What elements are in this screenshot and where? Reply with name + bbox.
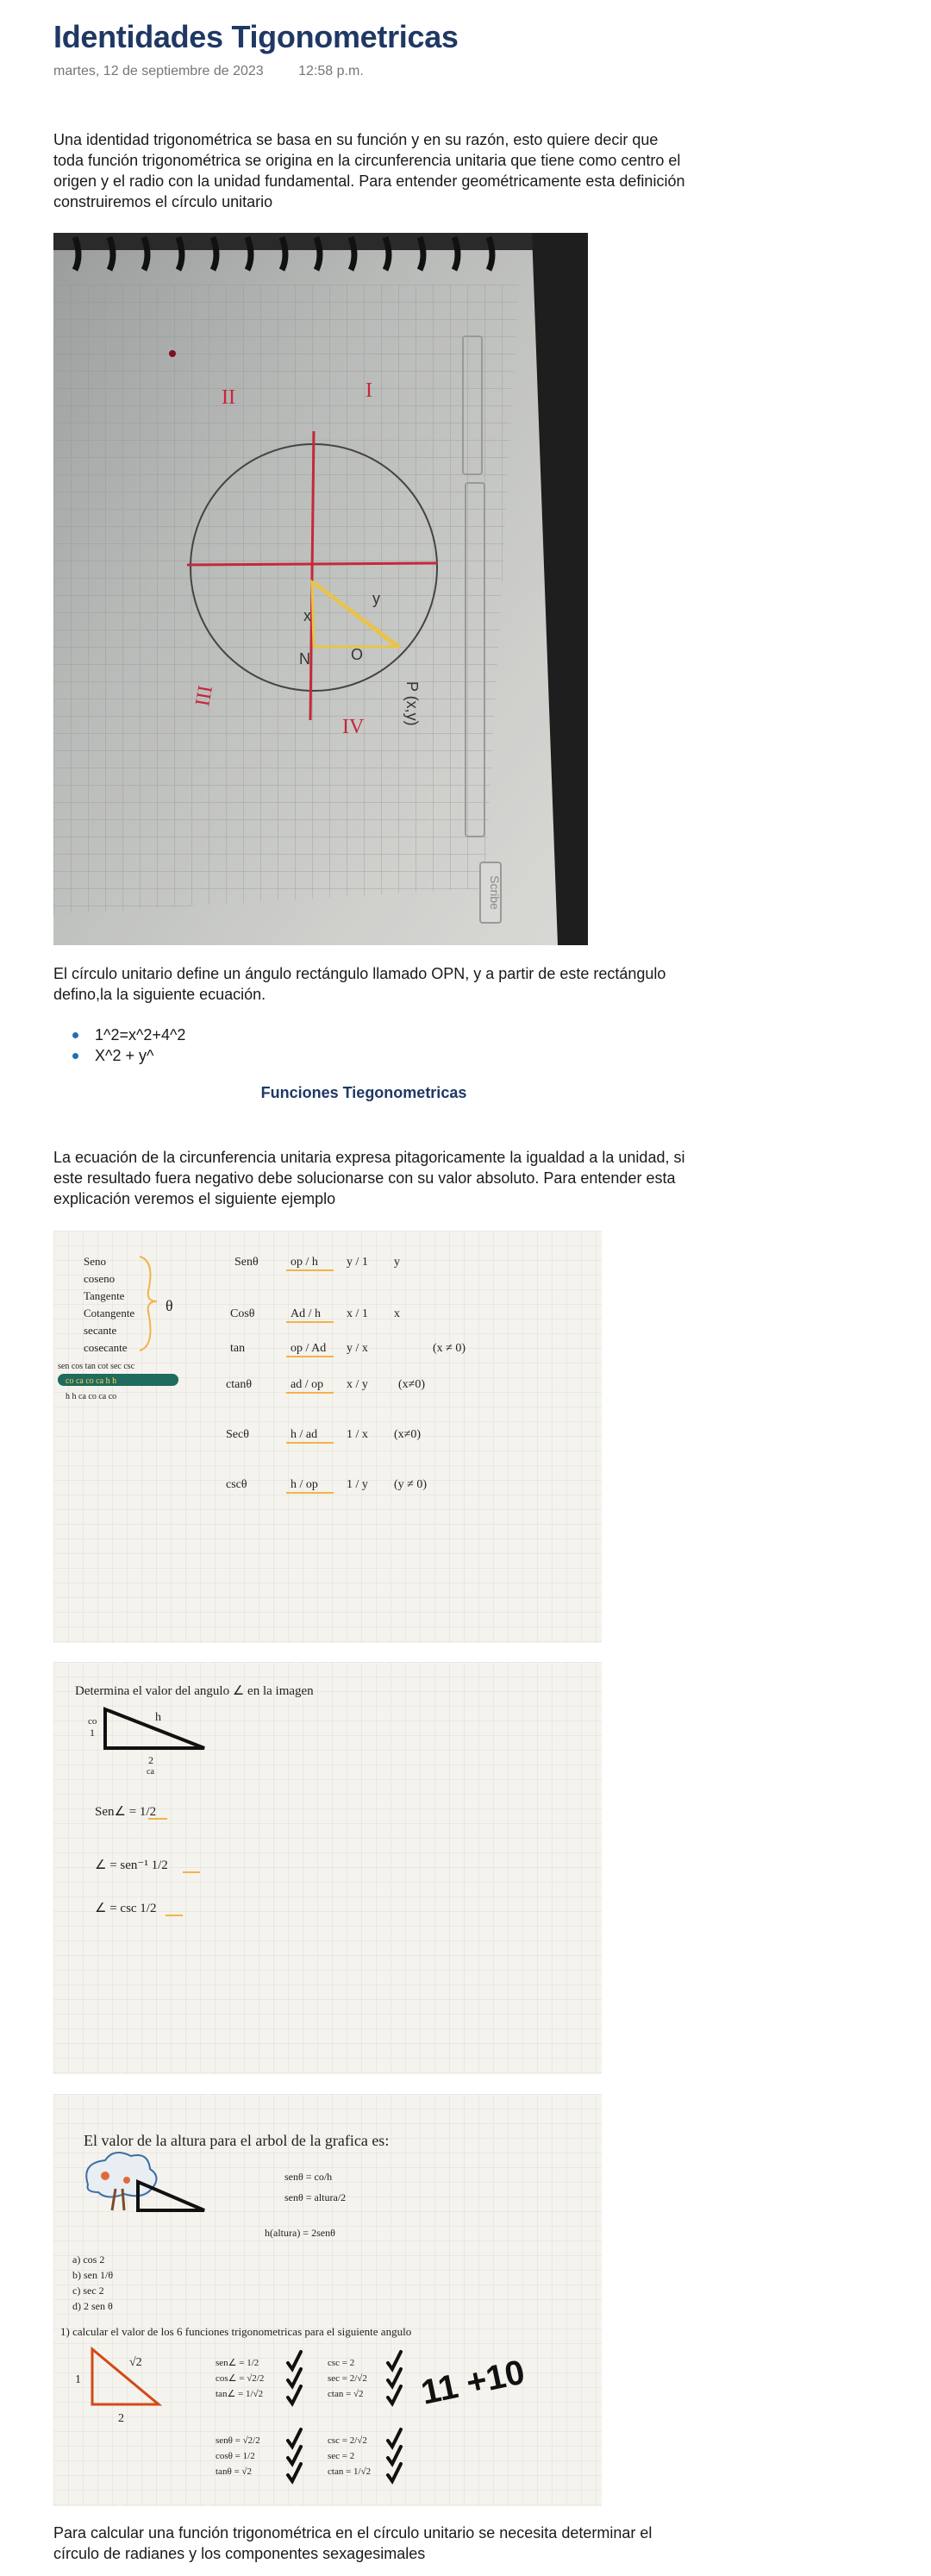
fn-row-name: cscθ: [226, 1478, 247, 1491]
answer-right-2: sec = 2: [328, 2451, 355, 2461]
fn-name: Seno: [84, 1255, 106, 1268]
answer-right: sec = 2/√2: [328, 2373, 367, 2384]
fn-row-cond: (x ≠ 0): [433, 1342, 466, 1355]
fn-row-unit: y / 1: [347, 1256, 368, 1269]
fn-row-unit: 1 / x: [347, 1428, 368, 1441]
unit-circle-photo-drawing: [53, 233, 588, 945]
example-line: ∠ = sen⁻¹ 1/2: [95, 1858, 168, 1872]
tree-option: b) sen 1/θ: [72, 2269, 114, 2281]
tree-option: d) 2 sen θ: [72, 2300, 113, 2312]
fn-row-unit: x / y: [347, 1378, 368, 1391]
answer-right: ctan = √2: [328, 2389, 364, 2399]
tree-option: c) sec 2: [72, 2285, 104, 2297]
label-y: y: [372, 590, 380, 607]
page-date: martes, 12 de septiembre de 2023: [53, 64, 264, 78]
fn-ratios-bottom: h h ca co ca co: [66, 1392, 117, 1401]
answer-left: sen∠ = 1/2: [216, 2358, 259, 2368]
label-n: N: [299, 650, 310, 668]
intro-paragraph[interactable]: Una identidad trigonométrica se basa en su función y en su razón, esto quiere decir que toda función trigonométrica se origina en la circunferencia unitaria que tiene como centro el origen y el radio con la unidad fundamental. Para entender geométricamente esta definición construiremos el círculo unitario: [53, 131, 685, 210]
answer-left-2: senθ = √2/2: [216, 2435, 260, 2446]
fn-row-name: Secθ: [226, 1428, 249, 1441]
answer-right: csc = 2: [328, 2358, 355, 2368]
closing-paragraph[interactable]: Para calcular una función trigonométrica en el círculo unitario se necesita determinar el círculo de radianes y los componentes sexagesimales: [53, 2524, 653, 2562]
fn-row-ratio: op / Ad: [291, 1342, 327, 1355]
fn-row-cond: (y ≠ 0): [394, 1478, 428, 1491]
brand-label: Scribe: [488, 875, 502, 910]
fn-row-result: y: [394, 1256, 400, 1269]
quadrant-iv-label: IV: [342, 716, 365, 738]
functions-notes-drawing: [53, 1231, 602, 1643]
triangle-ca: ca: [147, 1767, 154, 1777]
fn-name: secante: [84, 1324, 117, 1337]
fn-row-unit: y / x: [347, 1342, 368, 1355]
example-line: Sen∠ = 1/2: [95, 1805, 157, 1819]
equation-item[interactable]: X^2 + y^: [53, 1045, 657, 1066]
fn-name: Tangente: [84, 1289, 125, 1302]
theta-symbol: θ: [166, 1297, 173, 1314]
label-o: O: [351, 646, 364, 663]
triangle-sqrt-two: √2: [129, 2356, 142, 2369]
fn-abbreviations: sen cos tan cot sec csc: [58, 1362, 135, 1371]
example-prompt: Determina el valor del angulo ∠ en la imagen: [75, 1684, 314, 1698]
grade-scribble: 11 +10: [417, 2353, 528, 2412]
fn-row-unit: x / 1: [347, 1307, 368, 1320]
answer-left-2: cosθ = 1/2: [216, 2451, 255, 2461]
fn-row-name: ctanθ: [226, 1378, 253, 1391]
answer-left: tan∠ = 1/√2: [216, 2389, 264, 2399]
equation-item[interactable]: 1^2=x^2+4^2: [53, 1025, 657, 1045]
triangle-co: co: [88, 1716, 97, 1727]
quadrant-ii-label: II: [222, 386, 235, 409]
fn-name: Cotangente: [84, 1307, 135, 1319]
answer-right-2: csc = 2/√2: [328, 2435, 367, 2446]
label-point-p: P (x,y): [403, 681, 421, 726]
fn-row-ratio: op / h: [291, 1256, 318, 1269]
fn-row-name: Senθ: [234, 1256, 259, 1269]
page-time: 12:58 p.m.: [298, 64, 364, 78]
tree-exercise-drawing: [53, 2094, 602, 2506]
answer-left-2: tanθ = √2: [216, 2466, 252, 2477]
unit-circle-photo[interactable]: [53, 233, 588, 945]
answer-right-2: ctan = 1/√2: [328, 2466, 372, 2477]
fn-row-ratio: Ad / h: [291, 1307, 321, 1320]
angle-example-drawing: [53, 1662, 602, 2074]
tree-eq: senθ = altura/2: [284, 2191, 347, 2203]
equation-list: [53, 1025, 657, 1066]
tree-exercise-image[interactable]: [53, 2094, 602, 2506]
quadrant-iii-label: III: [191, 683, 218, 709]
fn-row-name: tan: [230, 1342, 246, 1355]
fn-row-ratio: ad / op: [291, 1378, 324, 1391]
triangle-two: 2: [148, 1754, 153, 1766]
fn-row-ratio: h / ad: [291, 1428, 318, 1441]
tree-option: a) cos 2: [72, 2253, 105, 2266]
fn-row-cond: (x≠0): [398, 1378, 426, 1391]
fn-row-ratio: h / op: [291, 1478, 318, 1491]
tree-eq: senθ = co/h: [284, 2171, 333, 2183]
page-title: Identidades Tigonometricas: [53, 19, 459, 54]
tree-prompt: El valor de la altura para el arbol de la grafica es:: [84, 2132, 390, 2149]
page-meta: [53, 64, 364, 79]
triangle-h: h: [155, 1711, 161, 1724]
pythagoras-paragraph[interactable]: La ecuación de la circunferencia unitaria expresa pitagoricamente la igualdad a la unidad, si este resultado fuera negativo debe solucionarse con su valor absoluto. Para entender esta explicación veremos el siguiente ejemplo: [53, 1149, 685, 1207]
section-heading[interactable]: Funciones Tiegonometricas: [260, 1084, 467, 1101]
tree-eq: h(altura) = 2senθ: [265, 2227, 335, 2239]
quadrant-i-label: I: [366, 379, 372, 402]
label-x: x: [303, 607, 311, 624]
fn-name: cosecante: [84, 1341, 128, 1354]
example-line: ∠ = csc 1/2: [95, 1902, 157, 1915]
fn-name: coseno: [84, 1272, 116, 1285]
triangle-two-b: 2: [118, 2412, 124, 2425]
fn-row-unit: 1 / y: [347, 1478, 368, 1491]
functions-notes-image[interactable]: [53, 1231, 602, 1643]
fn-row-cond: (x≠0): [394, 1428, 422, 1441]
answer-left: cos∠ = √2/2: [216, 2373, 265, 2384]
angle-example-image[interactable]: [53, 1662, 602, 2074]
fn-ratios-top: co ca co ca h h: [66, 1376, 117, 1386]
circle-paragraph[interactable]: El círculo unitario define un ángulo rectángulo llamado OPN, y a partir de este rectángulo defino,la la siguiente ecuación.: [53, 965, 666, 1003]
triangle-one-b: 1: [75, 2373, 81, 2386]
tree-task: 1) calcular el valor de los 6 funciones trigonometricas para el siguiente angulo: [60, 2325, 412, 2338]
fn-row-name: Cosθ: [230, 1307, 255, 1320]
fn-row-result: x: [394, 1307, 400, 1320]
triangle-one: 1: [90, 1727, 95, 1739]
